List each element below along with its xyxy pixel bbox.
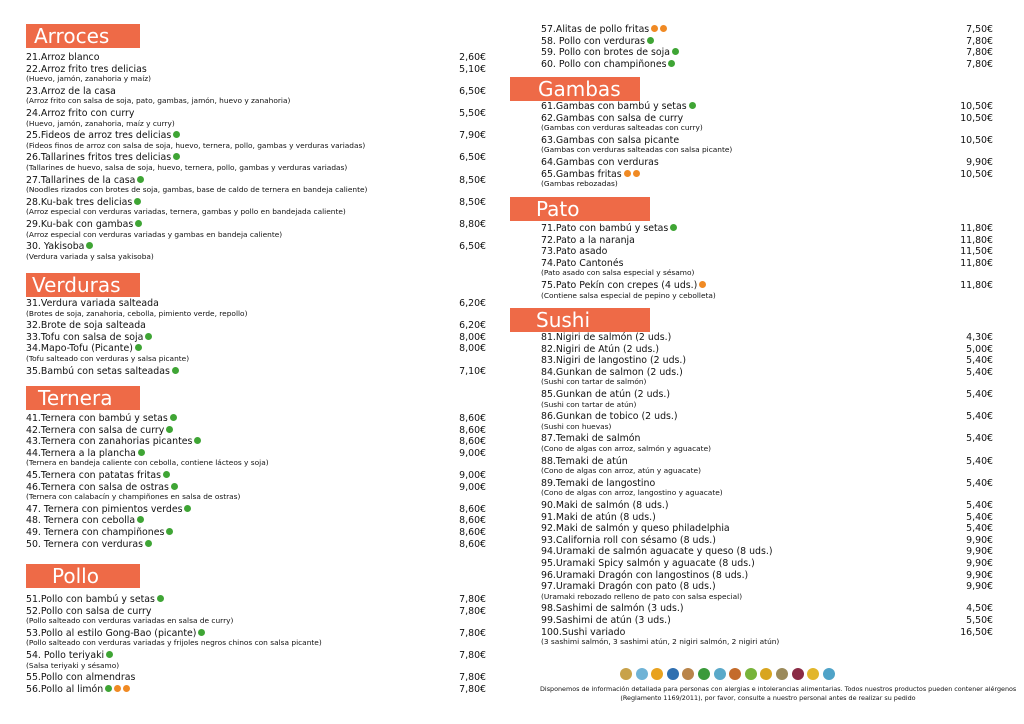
menu-item-name-text: 87.Temaki de salmón bbox=[541, 433, 641, 445]
menu-item-price: 11,80€ bbox=[960, 257, 993, 269]
menu-item-name-text: 75.Pato Pekín con crepes (4 uds.) bbox=[541, 280, 698, 291]
menu-item-name bbox=[541, 615, 671, 627]
menu-item-price: 9,90€ bbox=[966, 558, 993, 569]
vegetarian-icon bbox=[166, 426, 173, 433]
menu-item-name bbox=[26, 672, 135, 684]
vegetarian-icon bbox=[166, 528, 173, 535]
menu-item-name bbox=[541, 223, 677, 235]
menu-item-name bbox=[541, 246, 607, 258]
menu-item-description: (Sushi con tartar de salmón) bbox=[541, 377, 647, 387]
menu-item-name-text: 88.Temaki de atún bbox=[541, 455, 628, 467]
menu-item-name bbox=[541, 558, 755, 570]
menu-item-name-text: 27.Tallarines de la casa bbox=[26, 174, 136, 186]
vegetarian-icon bbox=[105, 685, 112, 692]
menu-item-price: 5,40€ bbox=[966, 433, 993, 445]
menu-item-price: 7,80€ bbox=[966, 47, 993, 59]
menu-item-description: (Sushi con tartar de atún) bbox=[541, 399, 637, 409]
vegetarian-icon bbox=[135, 220, 142, 227]
menu-item-price: 8,80€ bbox=[459, 219, 486, 230]
menu-item-price: 9,90€ bbox=[966, 157, 993, 168]
menu-item-description: (Verdura variada y salsa yakisoba) bbox=[26, 251, 154, 261]
menu-item-price: 7,80€ bbox=[459, 672, 486, 684]
molluscs-icon bbox=[823, 668, 835, 680]
vegetarian-icon bbox=[194, 437, 201, 444]
menu-item bbox=[26, 594, 486, 606]
menu-item-name-text: 90.Maki de salmón (8 uds.) bbox=[541, 500, 669, 511]
menu-item-price: 6,20€ bbox=[459, 298, 486, 309]
menu-item-name-text: 96.Uramaki Dragón con langostinos (8 uds.) bbox=[541, 569, 749, 581]
menu-item-price: 8,00€ bbox=[459, 343, 486, 355]
menu-item bbox=[541, 235, 993, 247]
section-title: Verduras bbox=[32, 273, 121, 297]
menu-item bbox=[26, 413, 486, 425]
menu-item-name-text: 42.Ternera con salsa de curry bbox=[26, 424, 165, 436]
celery-icon bbox=[745, 668, 757, 680]
vegetarian-icon bbox=[163, 471, 170, 478]
menu-item bbox=[541, 24, 993, 36]
menu-item-price: 8,60€ bbox=[459, 503, 486, 515]
menu-item-name bbox=[541, 47, 679, 59]
menu-item bbox=[26, 425, 486, 437]
menu-item-name bbox=[541, 570, 748, 582]
menu-item-price: 9,00€ bbox=[459, 447, 486, 459]
menu-item-name-text: 58. Pollo con verduras bbox=[541, 35, 646, 47]
vegetarian-icon bbox=[134, 198, 141, 205]
menu-item-name bbox=[541, 235, 635, 247]
menu-item-description: (Tofu salteado con verduras y salsa picante) bbox=[26, 354, 190, 363]
menu-item-name bbox=[26, 515, 144, 527]
menu-item-price: 7,80€ bbox=[459, 650, 486, 661]
menu-item-price: 9,00€ bbox=[459, 470, 486, 481]
menu-item-name-text: 100.Sushi variado bbox=[541, 626, 626, 638]
menu-item-price: 8,60€ bbox=[459, 413, 486, 424]
menu-item bbox=[541, 535, 993, 547]
vegetarian-icon bbox=[86, 242, 93, 249]
menu-item-name bbox=[26, 436, 201, 448]
menu-item-name-text: 64.Gambas con verduras bbox=[541, 157, 659, 168]
menu-item-name bbox=[26, 425, 173, 437]
menu-item-price: 8,60€ bbox=[459, 527, 486, 538]
allergen-icons bbox=[620, 668, 838, 681]
menu-item-price: 7,80€ bbox=[459, 605, 486, 617]
section-header-pollo bbox=[26, 564, 140, 588]
menu-item-name-text: 63.Gambas con salsa picante bbox=[541, 134, 680, 146]
menu-item-name-text: 60. Pollo con champiñones bbox=[541, 58, 667, 70]
allergen-notice-line-1: Disponemos de información detallada para personas con alergias e intolerancias alimentarias. Todos nuestros productos pueden contener alérgenos bbox=[540, 685, 1017, 693]
allergen-icon bbox=[699, 281, 706, 288]
mustard-icon bbox=[760, 668, 772, 680]
menu-item-price: 8,50€ bbox=[459, 174, 486, 186]
menu-item-name-text: 57.Alitas de pollo fritas bbox=[541, 24, 650, 35]
menu-item-price: 7,80€ bbox=[966, 58, 993, 70]
menu-item-price: 6,50€ bbox=[459, 85, 486, 97]
menu-item-price: 2,60€ bbox=[459, 52, 486, 63]
menu-item-name-text: 29.Ku-bak con gambas bbox=[26, 219, 134, 230]
menu-item-name bbox=[26, 504, 191, 516]
menu-item-name bbox=[26, 52, 99, 64]
menu-item-name bbox=[541, 603, 684, 615]
allergen-icon bbox=[660, 25, 667, 32]
menu-item-name bbox=[541, 523, 730, 535]
menu-item-name-text: 48. Ternera con cebolla bbox=[26, 515, 136, 527]
vegetarian-icon bbox=[668, 60, 675, 67]
menu-item bbox=[541, 546, 993, 558]
menu-item-description: (Contiene salsa especial de pepino y cebolleta) bbox=[541, 290, 716, 300]
vegetarian-icon bbox=[135, 344, 142, 351]
menu-item-price: 5,40€ bbox=[966, 455, 993, 467]
menu-item-price: 11,80€ bbox=[960, 280, 993, 291]
menu-item-description: (Ternera en bandeja caliente con cebolla, contiene lácteos y soja) bbox=[26, 458, 269, 468]
gluten-icon bbox=[620, 668, 632, 680]
vegetarian-icon bbox=[198, 629, 205, 636]
menu-item-name-text: 73.Pato asado bbox=[541, 246, 608, 258]
menu-item-name bbox=[26, 413, 177, 425]
menu-item bbox=[541, 355, 993, 367]
menu-item-price: 7,80€ bbox=[459, 683, 486, 695]
menu-item-price: 9,00€ bbox=[459, 481, 486, 493]
section-header-pato bbox=[510, 197, 650, 221]
menu-item-description: (Noodles rizados con brotes de soja, gambas, base de caldo de ternera en bandeja caliente) bbox=[26, 185, 368, 195]
vegetarian-icon bbox=[145, 540, 152, 547]
menu-item-name-text: 23.Arroz de la casa bbox=[26, 85, 116, 97]
menu-item-name bbox=[541, 535, 716, 547]
section-title: Arroces bbox=[34, 24, 110, 48]
menu-item-name bbox=[541, 59, 675, 71]
peanut-icon bbox=[682, 668, 694, 680]
menu-item-name-text: 83.Nigiri de langostino (2 uds.) bbox=[541, 355, 687, 367]
menu-item-price: 8,60€ bbox=[459, 515, 486, 527]
menu-item-description: (Ternera con calabacín y champiñones en salsa de ostras) bbox=[26, 492, 241, 502]
menu-item-name-text: 34.Mapo-Tofu (Picante) bbox=[26, 343, 133, 355]
menu-item-name bbox=[541, 355, 686, 367]
menu-item-name-text: 31.Verdura variada salteada bbox=[26, 298, 159, 309]
menu-item-name bbox=[26, 539, 152, 551]
menu-item-price: 8,60€ bbox=[459, 436, 486, 448]
menu-item-name-text: 86.Gunkan de tobico (2 uds.) bbox=[541, 411, 678, 423]
menu-item-name-text: 41.Ternera con bambú y setas bbox=[26, 413, 168, 424]
section-header-verduras bbox=[26, 273, 140, 297]
menu-item-price: 10,50€ bbox=[960, 168, 993, 180]
menu-item-name-text: 62.Gambas con salsa de curry bbox=[541, 112, 684, 124]
menu-item-price: 4,30€ bbox=[966, 332, 993, 343]
menu-item-description: (Pollo salteado con verduras variadas y frijoles negros chinos con salsa picante) bbox=[26, 638, 322, 648]
nuts-icon bbox=[729, 668, 741, 680]
menu-item-price: 9,90€ bbox=[966, 581, 993, 593]
menu-item-price: 5,40€ bbox=[966, 366, 993, 378]
menu-item-price: 4,50€ bbox=[966, 603, 993, 615]
sesame-icon bbox=[776, 668, 788, 680]
vegetarian-icon bbox=[689, 102, 696, 109]
menu-item bbox=[26, 470, 486, 482]
section-header-gambas bbox=[510, 77, 640, 101]
menu-item bbox=[541, 59, 993, 71]
menu-item-name bbox=[26, 332, 152, 344]
menu-item-name-text: 46.Ternera con salsa de ostras bbox=[26, 481, 169, 493]
menu-item-name-text: 72.Pato a la naranja bbox=[541, 234, 635, 246]
menu-item bbox=[541, 512, 993, 524]
menu-item-price: 5,40€ bbox=[966, 477, 993, 489]
fish-icon bbox=[667, 668, 679, 680]
menu-item-name bbox=[26, 470, 170, 482]
menu-item-description: (Sushi con huevas) bbox=[541, 421, 612, 431]
menu-item-name-text: 55.Pollo con almendras bbox=[26, 672, 136, 684]
allergen-icon bbox=[123, 685, 130, 692]
menu-item-price: 5,40€ bbox=[966, 523, 993, 535]
menu-item-price: 7,80€ bbox=[459, 594, 486, 605]
menu-item-description: (Arroz frito con salsa de soja, pato, gambas, jamón, huevo y zanahoria) bbox=[26, 96, 291, 106]
menu-item bbox=[26, 436, 486, 448]
menu-item-name bbox=[541, 512, 656, 524]
menu-item-name-text: 81.Nigiri de salmón (2 uds.) bbox=[541, 332, 672, 343]
menu-item-description: (Gambas con verduras salteadas con salsa picante) bbox=[541, 145, 733, 155]
menu-item bbox=[26, 539, 486, 551]
menu-item-name-text: 45.Ternera con patatas fritas bbox=[26, 470, 162, 481]
vegetarian-icon bbox=[184, 505, 191, 512]
menu-item-price: 6,50€ bbox=[459, 152, 486, 164]
menu-item-name bbox=[26, 684, 130, 696]
vegetarian-icon bbox=[173, 153, 180, 160]
menu-item bbox=[26, 320, 486, 332]
section-title: Sushi bbox=[536, 308, 591, 332]
menu-item bbox=[26, 684, 486, 696]
menu-item-name-text: 33.Tofu con salsa de soja bbox=[26, 331, 144, 343]
menu-item-price: 16,50€ bbox=[960, 626, 993, 638]
menu-item-price: 9,90€ bbox=[966, 546, 993, 558]
menu-item-price: 10,50€ bbox=[960, 112, 993, 124]
menu-item bbox=[541, 36, 993, 48]
menu-item-price: 5,40€ bbox=[966, 411, 993, 423]
menu-item-price: 9,90€ bbox=[966, 534, 993, 546]
menu-item-name bbox=[26, 320, 146, 332]
menu-item-price: 6,50€ bbox=[459, 241, 486, 253]
menu-item-price: 7,10€ bbox=[459, 365, 486, 377]
allergen-icon bbox=[114, 685, 121, 692]
menu-item-name-text: 99.Sashimi de atún (3 uds.) bbox=[541, 615, 671, 626]
menu-item-price: 11,50€ bbox=[960, 246, 993, 258]
menu-item bbox=[26, 332, 486, 344]
menu-item-price: 10,50€ bbox=[960, 134, 993, 146]
menu-item-name-text: 24.Arroz frito con curry bbox=[26, 108, 135, 119]
menu-item-description: (Cono de algas con arroz, atún y aguacate) bbox=[541, 466, 701, 476]
menu-item-price: 7,90€ bbox=[459, 130, 486, 142]
menu-item-description: (Cono de algas con arroz, langostino y aguacate) bbox=[541, 488, 723, 498]
menu-item-name-text: 65.Gambas fritas bbox=[541, 168, 622, 180]
menu-item-description: (Brotes de soja, zanahoria, cebolla, pimiento verde, repollo) bbox=[26, 308, 248, 318]
menu-item-name-text: 56.Pollo al limón bbox=[26, 683, 104, 695]
menu-item bbox=[541, 223, 993, 235]
vegetarian-icon bbox=[172, 367, 179, 374]
menu-item bbox=[541, 523, 993, 535]
menu-item-name-text: 84.Gunkan de salmon (2 uds.) bbox=[541, 366, 683, 378]
menu-item-price: 5,40€ bbox=[966, 355, 993, 367]
vegetarian-icon bbox=[138, 449, 145, 456]
menu-item-name-text: 91.Maki de atún (8 uds.) bbox=[541, 511, 656, 523]
vegetarian-icon bbox=[137, 176, 144, 183]
section-title: Ternera bbox=[38, 386, 113, 410]
menu-item-name-text: 21.Arroz blanco bbox=[26, 52, 100, 63]
menu-item-name-text: 52.Pollo con salsa de curry bbox=[26, 605, 152, 617]
menu-item bbox=[541, 570, 993, 582]
menu-item-price: 5,10€ bbox=[459, 63, 486, 75]
menu-item-name bbox=[541, 546, 773, 558]
menu-item-description: (Tallarines de huevo, salsa de soja, huevo, ternera, pollo, gambas y verduras variadas) bbox=[26, 163, 348, 172]
menu-item-name-text: 71.Pato con bambú y setas bbox=[541, 223, 669, 234]
menu-item-name bbox=[26, 594, 164, 606]
menu-item-name-text: 35.Bambú con setas salteadas bbox=[26, 365, 170, 377]
menu-item-name bbox=[26, 527, 173, 539]
menu-item bbox=[26, 504, 486, 516]
vegetarian-icon bbox=[170, 414, 177, 421]
lupin-icon bbox=[807, 668, 819, 680]
menu-item-description: (Huevo, jamón, zanahoria, maíz y curry) bbox=[26, 118, 175, 128]
menu-item-name-text: 97.Uramaki Dragón con pato (8 uds.) bbox=[541, 581, 716, 593]
menu-item-name-text: 61.Gambas con bambú y setas bbox=[541, 101, 687, 112]
menu-item-name-text: 32.Brote de soja salteada bbox=[26, 320, 146, 332]
menu-item-price: 5,00€ bbox=[966, 343, 993, 355]
menu-item-name-text: 50. Ternera con verduras bbox=[26, 538, 143, 550]
menu-item-name-text: 95.Uramaki Spicy salmón y aguacate (8 uds.) bbox=[541, 558, 755, 569]
menu-item bbox=[541, 246, 993, 258]
menu-item bbox=[541, 101, 993, 113]
allergen-icon bbox=[624, 170, 631, 177]
section-header-sushi bbox=[510, 308, 650, 332]
menu-item-name bbox=[541, 24, 667, 36]
menu-item-price: 9,90€ bbox=[966, 569, 993, 581]
crustaceans-icon bbox=[636, 668, 648, 680]
vegetarian-icon bbox=[137, 516, 144, 523]
menu-item bbox=[26, 515, 486, 527]
menu-item-price: 5,40€ bbox=[966, 500, 993, 511]
menu-item-name bbox=[541, 101, 696, 113]
milk-icon bbox=[714, 668, 726, 680]
menu-item-price: 5,50€ bbox=[966, 615, 993, 626]
vegetarian-icon bbox=[670, 224, 677, 231]
vegetarian-icon bbox=[157, 595, 164, 602]
soy-icon bbox=[698, 668, 710, 680]
vegetarian-icon bbox=[173, 131, 180, 138]
menu-item-description: (Pato asado con salsa especial y sésamo) bbox=[541, 268, 695, 278]
menu-item-description: (Cono de algas con arroz, salmón y aguacate) bbox=[541, 444, 712, 453]
menu-item-name-text: 44.Ternera a la plancha bbox=[26, 447, 136, 459]
menu-item bbox=[541, 344, 993, 356]
menu-item-price: 10,50€ bbox=[960, 101, 993, 112]
allergen-icon bbox=[651, 25, 658, 32]
menu-item bbox=[541, 558, 993, 570]
menu-item-price: 5,50€ bbox=[459, 108, 486, 119]
menu-item-description: (Fideos finos de arroz con salsa de soja, huevo, ternera, pollo, gambas y verduras variadas) bbox=[26, 140, 366, 150]
menu-item-price: 8,60€ bbox=[459, 538, 486, 550]
menu-item bbox=[26, 52, 486, 64]
menu-item-name bbox=[26, 366, 179, 378]
allergen-notice-line-2: (Reglamento 1169/2011), por favor, consulte a nuestro personal antes de realizar su pedido bbox=[620, 694, 916, 702]
sulphites-icon bbox=[792, 668, 804, 680]
section-header-arroces bbox=[26, 24, 140, 48]
menu-item-price: 8,60€ bbox=[459, 424, 486, 436]
menu-item-description: (Huevo, jamón, zanahoria y maíz) bbox=[26, 74, 152, 84]
menu-item-name-text: 47. Ternera con pimientos verdes bbox=[26, 503, 183, 515]
menu-item-name-text: 51.Pollo con bambú y setas bbox=[26, 594, 155, 605]
section-title: Gambas bbox=[538, 77, 621, 101]
menu-item-price: 7,80€ bbox=[966, 35, 993, 47]
menu-item bbox=[541, 500, 993, 512]
vegetarian-icon bbox=[672, 48, 679, 55]
menu-item-name-text: 30. Yakisoba bbox=[26, 241, 85, 253]
menu-item-description: (Uramaki rebozado relleno de pato con salsa especial) bbox=[541, 591, 743, 601]
menu-item-name-text: 26.Tallarines fritos tres delicias bbox=[26, 152, 172, 164]
menu-item-name-text: 28.Ku-bak tres delicias bbox=[26, 196, 133, 208]
section-title: Pato bbox=[536, 197, 580, 221]
menu-item-name-text: 22.Arroz frito tres delicias bbox=[26, 63, 147, 75]
menu-item-description: (Gambas rebozadas) bbox=[541, 179, 618, 189]
menu-item-name bbox=[541, 344, 659, 356]
menu-item bbox=[26, 672, 486, 684]
menu-item-name bbox=[541, 36, 654, 48]
egg-icon bbox=[651, 668, 663, 680]
vegetarian-icon bbox=[106, 651, 113, 658]
menu-item bbox=[26, 366, 486, 378]
menu-item-name-text: 53.Pollo al estilo Gong-Bao (picante) bbox=[26, 627, 197, 639]
menu-item-price: 7,80€ bbox=[459, 627, 486, 639]
menu-item-name-text: 98.Sashimi de salmón (3 uds.) bbox=[541, 603, 684, 615]
menu-item-name-text: 94.Uramaki de salmón aguacate y queso (8 uds.) bbox=[541, 546, 773, 558]
menu-item-name-text: 92.Maki de salmón y queso philadelphia bbox=[541, 523, 730, 535]
menu-item-price: 11,80€ bbox=[960, 234, 993, 246]
menu-item-name-text: 54. Pollo teriyaki bbox=[26, 650, 105, 661]
menu-item-price: 5,40€ bbox=[966, 511, 993, 523]
menu-item-name-text: 85.Gunkan de atún (2 uds.) bbox=[541, 389, 670, 400]
menu-item-name bbox=[541, 157, 659, 169]
menu-item bbox=[541, 157, 993, 169]
allergen-icon bbox=[633, 170, 640, 177]
menu-item-description: (Arroz especial con verduras variadas, ternera, gambas y pollo en bandejada caliente) bbox=[26, 207, 346, 217]
menu-item-price: 5,40€ bbox=[966, 389, 993, 400]
menu-item-price: 8,00€ bbox=[459, 331, 486, 343]
menu-item bbox=[541, 615, 993, 627]
menu-item bbox=[541, 603, 993, 615]
section-title: Pollo bbox=[52, 564, 99, 588]
menu-item-name bbox=[541, 332, 671, 344]
vegetarian-icon bbox=[171, 483, 178, 490]
menu-item-name-text: 49. Ternera con champiñones bbox=[26, 527, 165, 538]
menu-item-name bbox=[541, 500, 669, 512]
menu-item bbox=[26, 527, 486, 539]
menu-item-description: (Salsa teriyaki y sésamo) bbox=[26, 660, 120, 670]
menu-item-price: 6,20€ bbox=[459, 320, 486, 332]
menu-item-name-text: 82.Nigiri de Atún (2 uds.) bbox=[541, 343, 660, 355]
menu-item-price: 11,80€ bbox=[960, 223, 993, 234]
section-header-ternera bbox=[26, 386, 140, 410]
vegetarian-icon bbox=[145, 333, 152, 340]
menu-item bbox=[541, 332, 993, 344]
menu-item-name-text: 93.California roll con sésamo (8 uds.) bbox=[541, 534, 716, 546]
menu-item bbox=[541, 47, 993, 59]
menu-item-price: 8,50€ bbox=[459, 196, 486, 208]
menu-item-name-text: 89.Temaki de langostino bbox=[541, 477, 656, 489]
menu-item-price: 7,50€ bbox=[966, 24, 993, 35]
menu-item-description: (3 sashimi salmón, 3 sashimi atún, 2 nigiri salmón, 2 nigiri atún) bbox=[541, 637, 780, 647]
menu-item-name-text: 74.Pato Cantonés bbox=[541, 257, 624, 269]
menu-item-description: (Arroz especial con verduras variadas y gambas en bandeja caliente) bbox=[26, 229, 283, 239]
menu-item-name-text: 59. Pollo con brotes de soja bbox=[541, 47, 670, 59]
menu-item-description: (Gambas con verduras salteadas con curry) bbox=[541, 123, 703, 133]
menu-item-name-text: 25.Fideos de arroz tres delicias bbox=[26, 130, 172, 142]
menu-item-description: (Pollo salteado con verduras variadas en salsa de curry) bbox=[26, 616, 234, 626]
vegetarian-icon bbox=[647, 37, 654, 44]
menu-item-name-text: 43.Ternera con zanahorias picantes bbox=[26, 436, 193, 448]
